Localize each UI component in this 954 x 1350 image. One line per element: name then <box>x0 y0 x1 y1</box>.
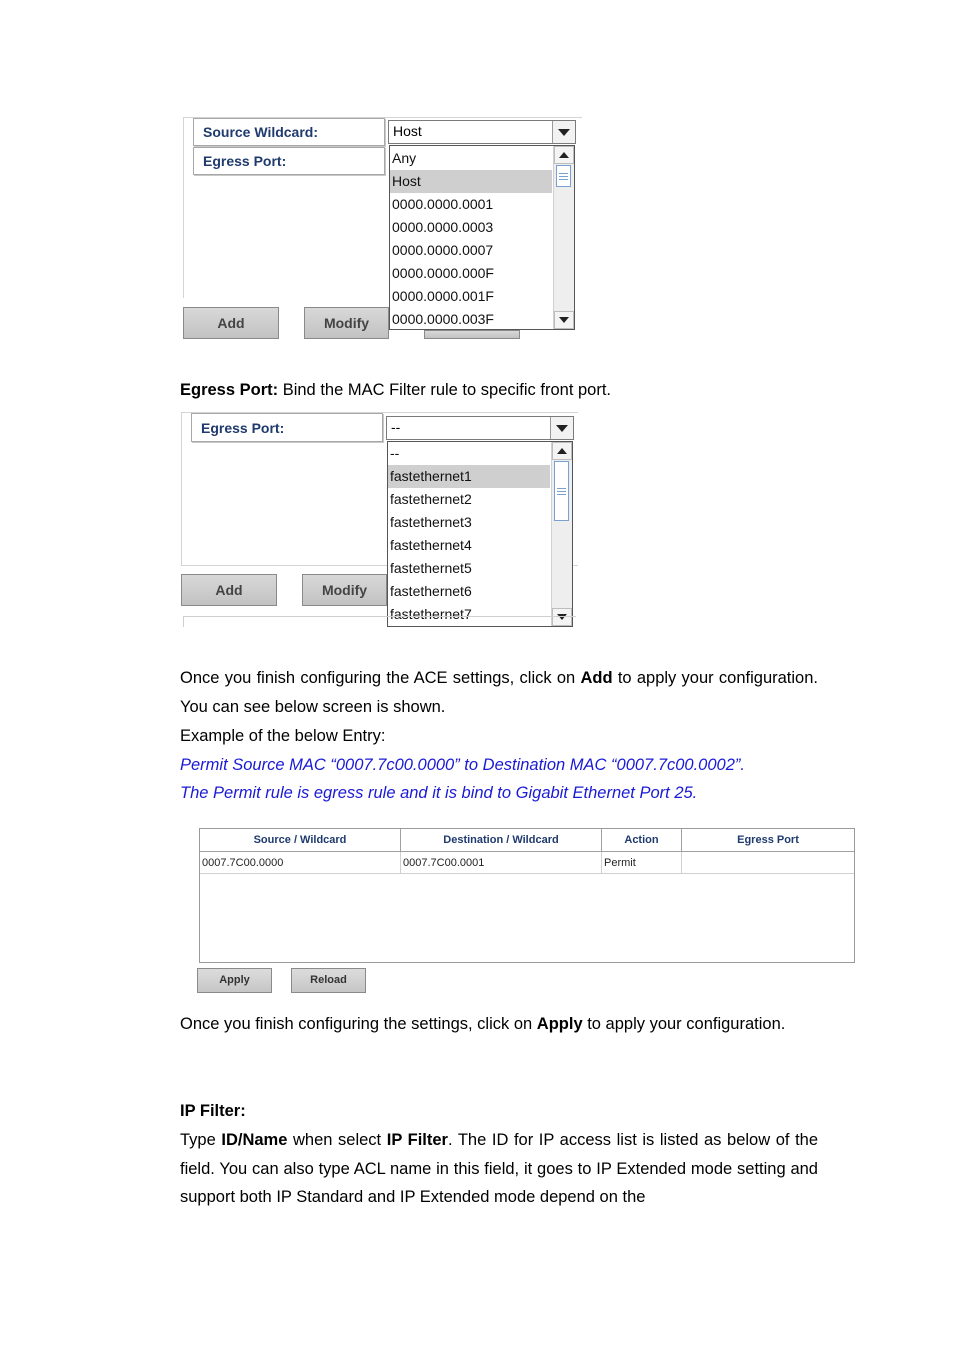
hidden-button[interactable] <box>424 330 520 339</box>
dropdown-option[interactable]: -- <box>390 445 400 461</box>
ip-filter-term: IP Filter <box>386 1131 448 1149</box>
example-line: Example of the below Entry: <box>180 727 386 745</box>
example-egress-line: The Permit rule is egress rule and it is bind to Gigabit Ethernet Port 25. <box>180 784 698 802</box>
dropdown-option[interactable]: fastethernet2 <box>390 491 472 507</box>
acl-entry-table <box>199 828 855 963</box>
dropdown-option[interactable]: 0000.0000.000F <box>392 265 494 281</box>
egress-port-paragraph <box>180 376 818 405</box>
dropdown-option[interactable]: fastethernet5 <box>390 560 472 576</box>
column-header-source: Source / Wildcard <box>200 829 401 852</box>
dropdown-option-selected[interactable]: Host <box>390 170 552 193</box>
egress-port-term: Egress Port: <box>180 381 279 399</box>
egress-port-label: Egress Port: <box>193 147 385 175</box>
dropdown-option[interactable]: 0000.0000.001F <box>392 288 494 304</box>
dropdown-option[interactable]: fastethernet4 <box>390 537 472 553</box>
add-button[interactable]: Add <box>181 574 277 606</box>
source-wildcard-dropdown[interactable] <box>389 145 575 330</box>
apply-paragraph <box>180 1010 818 1039</box>
dropdown-option[interactable]: 0000.0000.0003 <box>392 219 494 235</box>
apply-text-1: Once you finish configuring the settings, click on <box>180 1015 537 1033</box>
table-row[interactable] <box>200 852 854 874</box>
dropdown-option[interactable]: fastethernet3 <box>390 514 472 530</box>
ip-text-1: Type <box>180 1131 222 1149</box>
source-wildcard-label: Source Wildcard: <box>193 118 385 146</box>
apply-term: Apply <box>536 1015 583 1033</box>
egress-port-dropdown[interactable] <box>387 441 573 627</box>
dropdown-option[interactable]: fastethernet7 <box>390 606 472 622</box>
dropdown-option[interactable]: 0000.0000.0007 <box>392 242 494 258</box>
dropdown-scrollbar[interactable] <box>551 442 572 626</box>
column-header-egress-port: Egress Port <box>682 829 855 852</box>
scroll-down-icon[interactable] <box>554 311 574 329</box>
dropdown-option-selected[interactable]: fastethernet1 <box>388 465 550 488</box>
apply-text-2: to apply your configuration. <box>582 1015 786 1033</box>
cell-action: Permit <box>602 852 682 874</box>
apply-button[interactable]: Apply <box>197 968 272 993</box>
add-text-2: to apply your configuration. You can see below screen is shown. <box>180 669 818 716</box>
cell-destination: 0007.7C00.0001 <box>401 852 602 874</box>
scroll-thumb[interactable] <box>554 461 569 521</box>
chevron-down-icon[interactable] <box>550 417 573 439</box>
dropdown-scrollbar[interactable] <box>553 146 574 329</box>
cell-egress-port <box>682 852 855 874</box>
ip-text-3: . The ID for IP access list is listed as below of the field. You can also type ACL name in this field, it goes to IP Extended mode setting and support both IP Standard and IP Extended mode depend on the <box>180 1131 819 1206</box>
reload-button[interactable]: Reload <box>291 968 366 993</box>
egress-port-label: Egress Port: <box>191 413 383 442</box>
select-value: Host <box>393 123 422 139</box>
scroll-up-icon[interactable] <box>552 442 572 460</box>
add-button[interactable]: Add <box>183 307 279 339</box>
dropdown-option[interactable]: Any <box>392 150 417 166</box>
ip-filter-paragraph <box>180 1126 818 1212</box>
egress-port-description: Bind the MAC Filter rule to specific front port. <box>278 381 612 399</box>
id-name-term: ID/Name <box>221 1131 288 1149</box>
select-value: -- <box>391 419 401 435</box>
example-permit-line: Permit Source MAC “0007.7c00.0000” to Destination MAC “0007.7c00.0002”. <box>180 756 745 774</box>
egress-port-select[interactable] <box>386 416 574 440</box>
modify-button[interactable]: Modify <box>304 307 389 339</box>
dropdown-option[interactable]: 0000.0000.003F <box>392 311 494 327</box>
cell-source: 0007.7C00.0000 <box>200 852 401 874</box>
dropdown-option[interactable]: fastethernet6 <box>390 583 472 599</box>
dropdown-option[interactable]: 0000.0000.0001 <box>392 196 494 212</box>
column-header-action: Action <box>602 829 682 852</box>
ip-text-2: when select <box>287 1131 387 1149</box>
cropped-panel-edge <box>183 616 576 627</box>
modify-button[interactable]: Modify <box>302 574 387 606</box>
source-wildcard-select[interactable] <box>388 120 576 144</box>
add-text-1: Once you finish configuring the ACE settings, click on <box>180 669 581 687</box>
chevron-down-icon[interactable] <box>552 121 575 143</box>
ip-filter-heading: IP Filter: <box>180 1102 246 1120</box>
add-term: Add <box>580 669 613 687</box>
add-paragraph <box>180 664 818 721</box>
scroll-thumb[interactable] <box>556 165 571 187</box>
scroll-up-icon[interactable] <box>554 146 574 164</box>
column-header-destination: Destination / Wildcard <box>401 829 602 852</box>
